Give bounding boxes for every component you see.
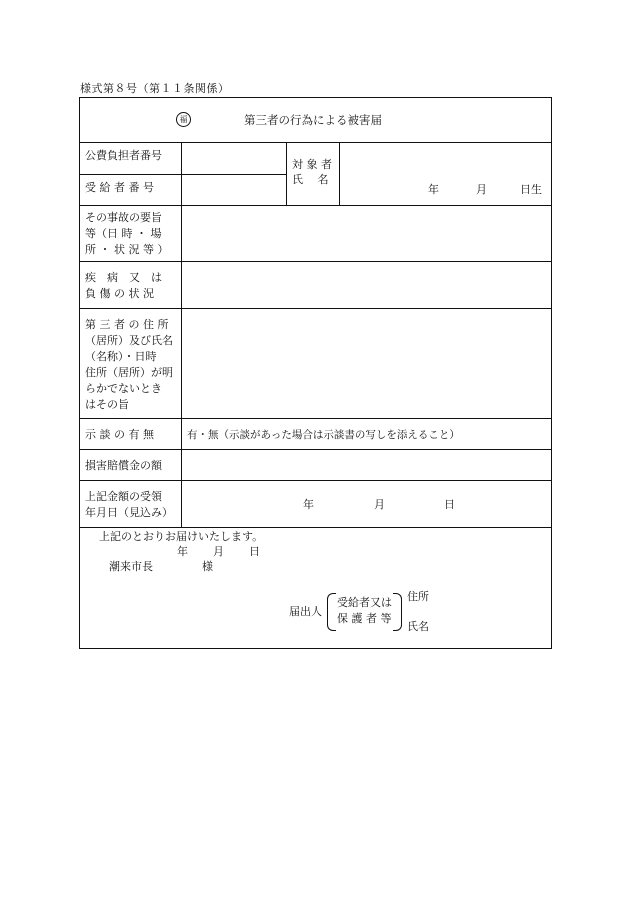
submission-year-label: 年	[177, 545, 188, 558]
submission-day-label: 日	[249, 545, 260, 558]
third-party-info-field[interactable]	[182, 309, 550, 417]
receipt-month-label: 月	[374, 498, 385, 511]
receipt-date-line: 年月日（見込み）	[85, 506, 173, 519]
name-label: 氏名	[407, 620, 429, 633]
settlement-value[interactable]: 有・無（示談があった場合は示談書の写しを添えること）	[187, 429, 460, 441]
incident-summary-line: その事故の要旨	[85, 211, 162, 224]
divider	[80, 449, 551, 450]
divider	[80, 480, 551, 481]
birth-year-label: 年	[428, 183, 439, 196]
incident-summary-line: 所 ・ 状 況 等 ）	[85, 243, 169, 256]
illness-status-line: 疾 病 又 は	[85, 271, 162, 284]
incident-summary-field[interactable]	[182, 206, 550, 259]
recipient-number-label: 受 給 者 番 号	[85, 181, 154, 194]
addressee: 潮来市長	[109, 560, 153, 573]
submission-statement: 上記のとおりお届けいたします。	[99, 530, 264, 543]
divider	[80, 418, 551, 419]
birth-day-label: 日生	[520, 183, 542, 196]
divider	[80, 527, 551, 528]
right-bracket	[393, 593, 402, 631]
third-party-info-line: （名称）・日時	[85, 350, 157, 363]
receipt-day-label: 日	[444, 498, 455, 511]
settlement-label: 示 談 の 有 無	[85, 428, 154, 441]
form-title: 第三者の行為による被害届	[244, 113, 382, 127]
addressee-honorific: 様	[202, 560, 213, 573]
receipt-date-line: 上記金額の受領	[85, 490, 162, 503]
illness-status-field[interactable]	[182, 262, 550, 306]
third-party-info-line: はその旨	[85, 398, 129, 411]
public-burden-number-field[interactable]	[182, 143, 285, 173]
notifier-role-line: 受給者又は	[337, 596, 392, 609]
subject-name-label: 氏 名	[292, 173, 329, 186]
damages-field[interactable]	[182, 451, 550, 480]
third-party-info-line: 住所（居所）が明	[85, 366, 173, 379]
form-number: 様式第８号（第１１条関係）	[80, 82, 230, 95]
welfare-seal-icon: 福	[176, 112, 191, 127]
recipient-number-field[interactable]	[182, 175, 285, 205]
divider	[286, 142, 287, 205]
third-party-info-line: らかでないとき	[85, 382, 162, 395]
third-party-info-line: （居所）及び氏名	[85, 334, 173, 347]
birth-month-label: 月	[476, 183, 487, 196]
illness-status-line: 負 傷 の 状 況	[85, 287, 154, 300]
address-label: 住所	[407, 590, 429, 603]
damages-label: 損害賠償金の額	[85, 459, 162, 472]
subject-label: 対 象 者	[292, 158, 332, 171]
third-party-info-line: 第 三 者 の 住 所	[85, 318, 169, 331]
subject-name-field[interactable]	[340, 143, 550, 173]
notifier-label: 届出人	[289, 605, 322, 618]
submission-month-label: 月	[213, 545, 224, 558]
public-burden-number-label: 公費負担者番号	[85, 149, 162, 162]
receipt-year-label: 年	[303, 498, 314, 511]
incident-summary-line: 等（日 時 ・ 場	[85, 227, 162, 240]
left-bracket	[327, 593, 336, 631]
notifier-role-line: 保 護 者 等	[337, 612, 392, 625]
